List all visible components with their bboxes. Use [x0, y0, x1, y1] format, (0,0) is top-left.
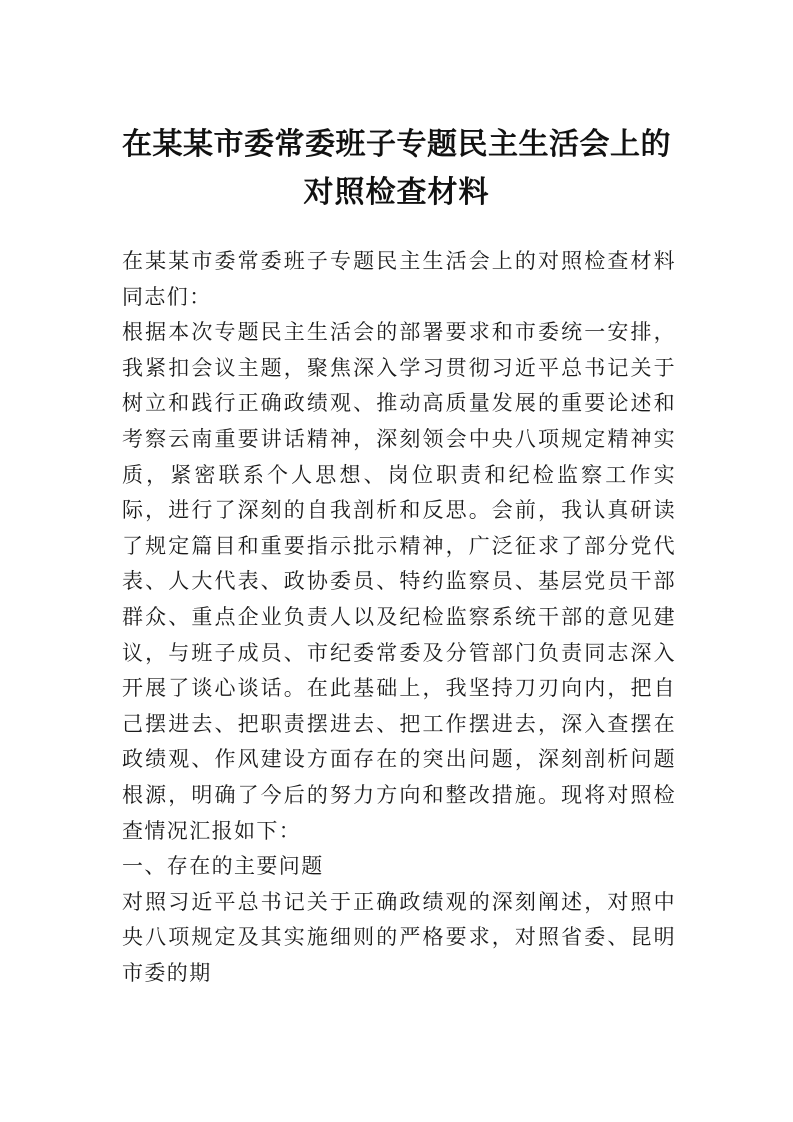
- document-body: [122, 244, 676, 991]
- section-heading-problems: 一、存在的主要问题: [122, 854, 324, 879]
- paragraph-background: 根据本次专题民主生活会的部署要求和市委统一安排，我紧扣会议主题，聚焦深入学习贯彻习近平总书记关于树立和践行正确政绩观、推动高质量发展的重要论述和考察云南重要讲话精神，深刻领会中央八项规定精神实质，紧密联系个人思想、岗位职责和纪检监察工作实际，进行了深刻的自我剖析和反思。会前，我认真研读了规定篇目和重要指示批示精神，广泛征求了部分党代表、人大代表、政协委员、特约监察员、基层党员干部群众、重点企业负责人以及纪检监察系统干部的意见建议，与班子成员、市纪委常委及分管部门负责同志深入开展了谈心谈话。在此基础上，我坚持刀刃向内，把自己摆进去、把职责摆进去、把工作摆进去，深入查摆在政绩观、作风建设方面存在的突出问题，深刻剖析问题根源，明确了今后的努力方向和整改措施。现将对照检查情况汇报如下：: [122, 320, 676, 843]
- paragraph-intro: 在某某市委常委班子专题民主生活会上的对照检查材料同志们：: [122, 249, 676, 309]
- document-title-line-1: 在某某市委常委班子专题民主生活会上的: [122, 127, 671, 162]
- paragraph-problems: 对照习近平总书记关于正确政绩观的深刻阐述，对照中央八项规定及其实施细则的严格要求，对照省委、昆明市委的期: [122, 889, 676, 985]
- document-title-line-2: 对照检查材料: [303, 175, 490, 210]
